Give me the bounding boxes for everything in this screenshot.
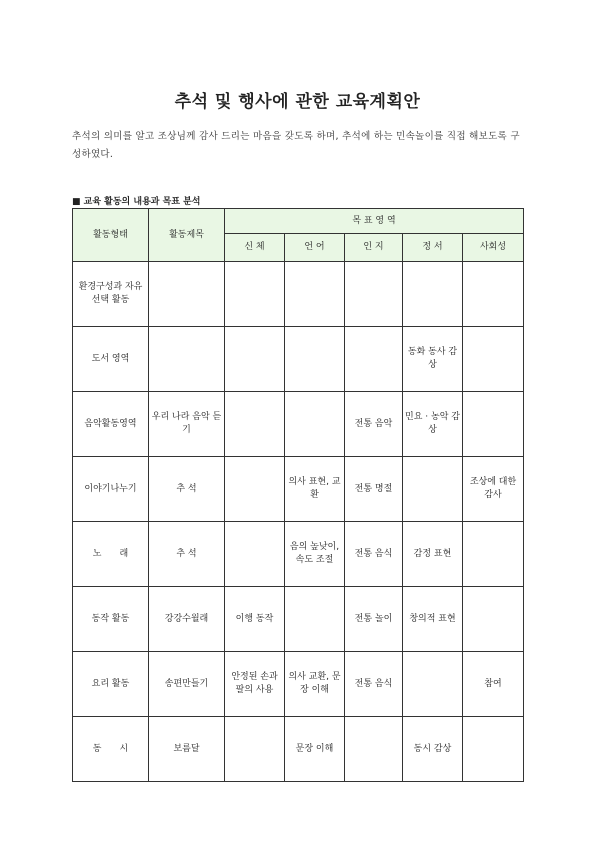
activity-title-cell: 강강수월래 [149, 587, 225, 652]
section-heading: ■ 교육 활동의 내용과 목표 분석 [72, 197, 201, 207]
goal-cell: 참여 [463, 652, 524, 717]
table-row [73, 587, 524, 652]
goal-cell [285, 587, 345, 652]
goal-cell [463, 717, 524, 782]
table-row [73, 652, 524, 717]
activity-title-cell: 보름달 [149, 717, 225, 782]
page-title: 추석 및 행사에 관한 교육계획안 [174, 92, 421, 112]
goal-cell [285, 392, 345, 457]
table-row [73, 522, 524, 587]
goal-cell: 민요 · 농악 감상 [403, 392, 463, 457]
goal-cell [345, 717, 403, 782]
table-row [73, 327, 524, 392]
goal-cell: 의사 표현, 교환 [285, 457, 345, 522]
goal-cell [285, 262, 345, 327]
goal-group-header: 목 표 영 역 [225, 209, 524, 234]
goal-cell: 이행 동작 [225, 587, 285, 652]
activity-form-cell: 이야기나누기 [73, 457, 149, 522]
goal-cell: 전통 음악 [345, 392, 403, 457]
goal-cell [345, 327, 403, 392]
goal-cell [225, 717, 285, 782]
goal-header: 신 체 [225, 234, 285, 262]
activity-form-cell: 동작 활동 [73, 587, 149, 652]
goal-cell [463, 522, 524, 587]
goal-cell: 동시 감상 [403, 717, 463, 782]
goal-cell [285, 327, 345, 392]
activity-title-cell: 송편만들기 [149, 652, 225, 717]
goal-cell [225, 262, 285, 327]
goal-cell: 창의적 표현 [403, 587, 463, 652]
goal-header: 언 어 [285, 234, 345, 262]
goal-cell [463, 327, 524, 392]
activity-title-cell [149, 262, 225, 327]
goal-cell: 음의 높낮이, 속도 조절 [285, 522, 345, 587]
goal-cell: 동화 동사 감상 [403, 327, 463, 392]
goal-cell: 전통 놀이 [345, 587, 403, 652]
goal-cell [463, 392, 524, 457]
activity-form-cell: 음악활동영역 [73, 392, 149, 457]
table-row [73, 262, 524, 327]
goal-cell: 의사 교환, 문장 이해 [285, 652, 345, 717]
goal-cell: 문장 이해 [285, 717, 345, 782]
header-row [73, 209, 524, 234]
activity-form-cell: 노 래 [73, 522, 149, 587]
goal-header: 인 지 [345, 234, 403, 262]
activity-title-cell: 추 석 [149, 457, 225, 522]
goal-cell: 감정 표현 [403, 522, 463, 587]
goal-cell [463, 262, 524, 327]
goal-cell [403, 652, 463, 717]
activity-title-cell: 추 석 [149, 522, 225, 587]
goal-cell: 전통 음식 [345, 522, 403, 587]
goal-cell [463, 587, 524, 652]
goal-cell [403, 457, 463, 522]
intro-paragraph: 추석의 의미를 알고 조상님께 감사 드리는 마음을 갖도록 하며, 추석에 하는 민속놀이를 직접 해보도록 구성하였다. [72, 131, 520, 160]
table-row [73, 392, 524, 457]
activity-form-cell: 환경구성과 자유 선택 활동 [73, 262, 149, 327]
activity-goal-table [72, 208, 524, 782]
goal-cell: 안정된 손과 팔의 사용 [225, 652, 285, 717]
goal-cell [403, 262, 463, 327]
table-row [73, 457, 524, 522]
column-header-title: 활동제목 [149, 209, 225, 262]
goal-cell: 전통 음식 [345, 652, 403, 717]
goal-cell [345, 262, 403, 327]
table-row [73, 717, 524, 782]
activity-form-cell: 도서 영역 [73, 327, 149, 392]
activity-form-cell: 동 시 [73, 717, 149, 782]
table-body [73, 262, 524, 782]
goal-cell: 조상에 대한 감사 [463, 457, 524, 522]
column-header-form: 활동형태 [73, 209, 149, 262]
goal-header: 정 서 [403, 234, 463, 262]
activity-title-cell [149, 327, 225, 392]
goal-cell [225, 392, 285, 457]
goal-header: 사회성 [463, 234, 524, 262]
goal-cell [225, 522, 285, 587]
goal-cell [225, 457, 285, 522]
goal-cell [225, 327, 285, 392]
goal-cell: 전통 명절 [345, 457, 403, 522]
activity-title-cell: 우리 나라 음악 듣기 [149, 392, 225, 457]
activity-form-cell: 요리 활동 [73, 652, 149, 717]
